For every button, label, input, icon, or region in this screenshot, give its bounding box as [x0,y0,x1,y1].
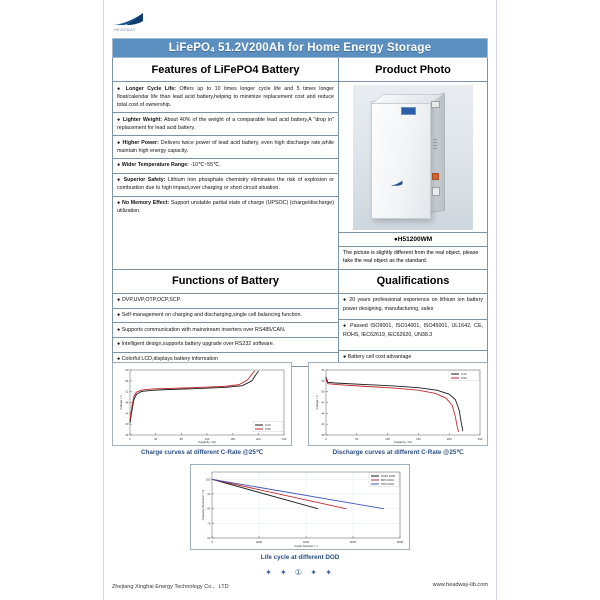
qualifications-heading [338,270,488,294]
charge-curve-chart [116,366,288,444]
svg-text:Voltage / V: Voltage / V [315,395,319,410]
bullet-icon: ● [117,326,121,333]
function-text: OVP,UVP,OTP,OCP,SCP. [121,297,181,304]
svg-text:0.2C: 0.2C [461,372,467,377]
features-heading-text: Features of LiFePO4 Battery [151,63,300,76]
feature-text: Lithium iron phosphate chemistry eliminates the risk of explosion or combustion due to high impact,over charging or short circuit situation. [117,177,334,192]
page-right-rule [496,0,497,600]
battery-power-switch [432,173,439,180]
charge-chart-frame [112,362,292,446]
lifecycle-chart-frame [190,464,410,550]
svg-text:4000: 4000 [302,540,310,544]
feature-item [113,197,338,219]
function-item [113,323,338,338]
svg-text:100: 100 [205,477,211,482]
page-title-rest: 51.2V200Ah for Home Energy Storage [214,42,432,54]
svg-text:2000: 2000 [255,540,263,544]
svg-text:80: 80 [179,437,183,441]
svg-text:Capacity / Ah: Capacity / Ah [198,440,216,444]
svg-text:120: 120 [204,437,210,441]
feature-label: Longer Cycle Life: [125,85,177,92]
svg-text:38: 38 [321,433,325,437]
footer-website[interactable]: www.headway-lib.com [432,582,488,588]
svg-text:70: 70 [207,521,211,526]
lifecycle-chart-caption: Life cycle at different DOD [260,554,340,561]
qualification-item [339,294,487,320]
bullet-icon: ● [117,85,123,92]
lifecycle-chart-block [190,464,410,561]
svg-text:70% DOD: 70% DOD [381,482,394,487]
feature-item [113,159,338,174]
svg-text:50: 50 [355,437,359,441]
function-text: Intelligent design,supports battery upgrade over RS232 software. [121,341,275,348]
feature-text: Delivers twice power of lead acid battery, even high discharge rate,while maintain high energy capacity. [117,139,334,154]
feature-label: No Memory Effect: [122,200,170,207]
svg-text:56: 56 [321,368,325,372]
svg-text:200: 200 [255,437,261,441]
functions-heading-text: Functions of Battery [172,275,279,288]
feature-text: -10℃~55℃. [188,162,221,169]
bullet-icon: ● [117,200,121,207]
product-photo-disclaimer: The picture is slightly different from the real object, please take the real object as the standard. [343,250,479,264]
discharge-chart-block [308,362,488,456]
svg-text:Cycle Number / n: Cycle Number / n [294,544,318,548]
svg-text:0: 0 [211,540,213,544]
battery-unit-illustration [371,95,449,217]
brand-logo [112,12,182,38]
svg-text:47: 47 [321,400,325,405]
bullet-icon: ● [117,162,121,169]
function-text: Colorful LCD,displays battery information [121,356,218,363]
bullet-icon: ● [117,139,121,146]
svg-text:50: 50 [321,389,325,394]
qualification-text: Passed ISO9001, ISO14001, ISO45001, UL1642, CE, ROHS, IEC62619, IEC62620, UN38.3 [343,323,483,338]
function-item [113,338,338,353]
footer-company: Zhejiang Xinghai Energy Technology Co.，LTD [112,584,229,590]
svg-text:80: 80 [207,506,211,511]
spec-grid [112,58,488,367]
svg-text:200: 200 [446,437,452,441]
svg-text:80% DOD: 80% DOD [381,478,394,483]
product-photo-cell [338,82,488,270]
headway-logo-icon [112,12,158,27]
bullet-icon: ● [117,356,121,363]
function-text: Self-management on charging and discharging,single cell balancing function. [121,312,302,319]
svg-text:6000: 6000 [349,540,357,544]
charge-chart-caption: Charge curves at different C-Rate @25℃ [140,449,264,456]
svg-text:40: 40 [125,422,129,427]
svg-text:0: 0 [325,437,327,441]
feature-label: Superior Safety: [123,177,166,184]
svg-text:40: 40 [154,437,158,441]
svg-text:0.2C: 0.2C [265,423,271,428]
page-title-subscript: 4 [210,45,215,54]
bullet-icon: ● [117,297,121,304]
svg-text:Capacity Retention / %: Capacity Retention / % [201,489,205,521]
features-list [112,82,338,270]
feature-text: Support unstable partial state of charge (UPSOC) (charge/discharge) utilization. [117,200,335,215]
discharge-curve-chart [312,366,484,444]
page-title [169,42,431,54]
function-item [113,309,338,324]
page-footer [112,582,488,590]
feature-text: About 40% of the weight of a comparable lead acid battery,A "drop in" replacement for lead acid battery. [117,116,334,131]
svg-text:60: 60 [207,536,211,540]
features-heading [112,58,338,82]
svg-text:Voltage / V: Voltage / V [119,395,123,410]
svg-text:36: 36 [125,433,129,437]
product-photo-frame [339,82,487,233]
bullet-icon: ● [117,341,121,348]
feature-item [113,82,338,113]
product-heading-text: Product Photo [375,63,451,76]
battery-port [432,187,440,196]
svg-text:150: 150 [416,437,421,441]
discharge-chart-frame [308,362,488,446]
svg-text:90: 90 [207,492,211,496]
svg-text:0: 0 [129,437,131,441]
qualifications-heading-text: Qualifications [376,275,450,288]
svg-text:8000: 8000 [396,540,404,544]
section-heading-row [112,58,488,82]
battery-front-face [371,101,431,219]
svg-text:0.5C: 0.5C [461,376,467,381]
svg-text:240: 240 [281,437,287,441]
features-product-row [112,82,488,270]
charge-chart-block [112,362,292,456]
bullet-icon: ● [117,312,121,319]
qualifications-list [338,294,488,368]
battery-top-switch [431,101,440,108]
svg-text:44: 44 [321,411,325,416]
qualification-text: 20 years professional experience on lithium ion battery power designing, manufacturing, sales [343,297,483,312]
functions-heading-row [112,270,488,294]
functions-heading [112,270,338,294]
qualification-item [339,320,487,351]
page-title-main: LiFePO [168,42,211,54]
svg-text:53: 53 [321,378,325,383]
svg-text:44: 44 [125,411,129,416]
svg-text:52: 52 [125,389,129,394]
function-item [113,294,338,309]
svg-text:0.5C: 0.5C [265,427,271,432]
life-cycle-chart [194,468,406,548]
footer-page-marker: ✦ ✦ ① ✦ ✦ [265,568,335,577]
svg-text:160: 160 [230,437,236,441]
battery-display-screen [401,107,416,115]
svg-text:Capacity / Ah: Capacity / Ah [394,440,412,444]
bullet-icon: ● [343,354,347,361]
product-model-label: ●H51200WM [339,233,487,247]
bullet-icon: ● [343,323,348,330]
svg-text:48: 48 [125,400,129,405]
page-left-rule [103,0,104,600]
functions-list [112,294,338,368]
functions-qualifications-row [112,294,488,368]
feature-label: Higher Power: [122,139,159,146]
svg-text:250: 250 [477,437,483,441]
charts-top-row [112,362,488,456]
feature-item [113,174,338,197]
brand-wordmark: HEADWAY [114,28,136,32]
feature-label: Wider Temperature Range: [121,162,189,169]
feature-item [113,113,338,136]
function-text: Supports communication with mainstream inverters over RS485/CAN. [121,326,286,333]
bullet-icon: ● [343,297,348,304]
product-heading [338,58,488,82]
svg-text:100: 100 [385,437,390,441]
qualification-text: Battery cell cost advantage [347,354,412,361]
battery-logo-icon [389,175,409,187]
svg-text:41: 41 [321,422,325,427]
bullet-icon: ● [117,116,121,123]
feature-label: Lighter Weight: [122,116,163,123]
discharge-chart-caption: Discharge curves at different C-Rate @25℃ [332,449,464,456]
battery-vent-slots [433,139,437,151]
wall-mounted-battery-photo [353,85,473,230]
bullet-icon: ● [117,177,122,184]
feature-text: Offers up to 10 times longer cycle life and 5 times longer float/calendar life than lead acid battery,helping to minimize replacement cost and reduce total cost of ownership. [117,85,334,108]
svg-text:60: 60 [125,368,129,372]
svg-text:56: 56 [125,378,129,383]
page-title-band [112,38,488,58]
svg-text:100% DOD: 100% DOD [381,474,396,479]
feature-item [113,136,338,159]
